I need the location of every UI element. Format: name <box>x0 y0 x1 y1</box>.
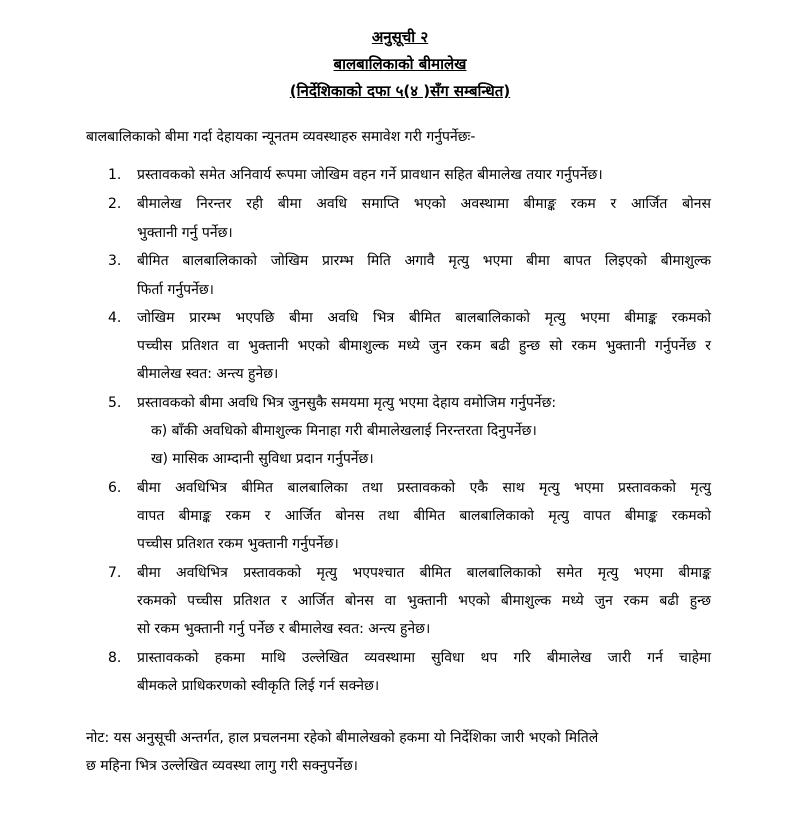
section-reference: (निर्देशिकाको दफा ५(४ )सँग सम्बन्धित) <box>289 82 511 100</box>
list-number: 4. <box>108 310 122 326</box>
list-item-text: पच्चीस प्रतिशत वा भुक्तानी भएको बीमाशुल्क मध्ये जुन रकम बढी हुन्छ सो रकम भुक्तानी गर्नुपर्नेछ र <box>137 338 711 354</box>
list-item-text: बीमित बालबालिकाको जोखिम प्रारम्भ मिति अगावै मृत्यु भएमा बीमा बापत लिइएको बीमाशुल्क <box>137 253 711 269</box>
list-item-text: बीमालेख स्वत: अन्त्य हुनेछ। <box>137 366 279 382</box>
list-item-text: बीमकले प्राधिकरणको स्वीकृति लिई गर्न सक्नेछ। <box>137 678 380 694</box>
sub-item: क) बाँकी अवधिको बीमाशुल्क मिनाहा गरी बीमालेखलाई निरन्तरता दिनुपर्नेछ। <box>151 423 537 439</box>
list-item-text: बीमा अवधिभित्र बीमित बालबालिका तथा प्रस्तावकको एकै साथ मृत्यु भएमा प्रस्तावकको मृत्यु <box>137 480 711 496</box>
list-item-text: प्रास्तावकको हकमा माथि उल्लेखित व्यवस्थामा सुविधा थप गरि बीमालेख जारी गर्न चाहेमा <box>137 650 711 666</box>
list-number: 1. <box>108 167 122 183</box>
list-number: 6. <box>108 480 122 496</box>
list-item-text: पच्चीस प्रतिशत रकम भुक्तानी गर्नुपर्नेछ। <box>137 536 339 552</box>
list-number: 8. <box>108 650 122 666</box>
sub-item: ख) मासिक आम्दानी सुविधा प्रदान गर्नुपर्नेछ। <box>151 451 374 467</box>
list-item-text: सो रकम भुक्तानी गर्नु पर्नेछ र बीमालेख स्वत: अन्त्य हुनेछ। <box>137 621 431 637</box>
list-item-text: बीमालेख निरन्तर रही बीमा अवधि समाप्ति भएको अवस्थामा बीमाङ्क रकम र आर्जित बोनस <box>137 196 711 212</box>
list-item-text: फिर्ता गर्नुपर्नेछ। <box>137 282 214 298</box>
list-item-text: बीमा अवधिभित्र प्रस्तावकको मृत्यु भएपश्चात बीमित बालबालिकाको समेत मृत्यु भएमा बीमाङ्क <box>137 565 711 581</box>
list-number: 7. <box>108 565 122 581</box>
policy-title: बालबालिकाको बीमालेख <box>333 55 467 73</box>
list-number: 3. <box>108 253 122 269</box>
list-item-text: रकमको पच्चीस प्रतिशत र आर्जित बोनस वा भुक्तानी भएको बीमाशुल्क मध्ये जुन रकम बढी हुन्छ <box>137 593 711 609</box>
intro-paragraph: बालबालिकाको बीमा गर्दा देहायका न्यूनतम व्यवस्थाहरु समावेश गरी गर्नुपर्नेछः- <box>86 129 476 145</box>
note-text: नोट: यस अनुसूची अन्तर्गत, हाल प्रचलनमा रहेको बीमालेखको हकमा यो निर्देशिका जारी भएको मितिले <box>86 730 599 746</box>
schedule-title: अनुसूची २ <box>371 28 429 46</box>
list-item-text: भुक्तानी गर्नु पर्नेछ। <box>137 225 233 241</box>
list-item-text: वापत बीमाङ्क रकम र आर्जित बोनस तथा बीमित बालबालिकाको मृत्यु वापत बीमाङ्क रकमको <box>137 508 711 524</box>
list-item-text: जोखिम प्रारम्भ भएपछि बीमा अवधि भित्र बीमित बालबालिकाको मृत्यु भएमा बीमाङ्क रकमको <box>137 310 711 326</box>
list-item-text: प्रस्तावकको बीमा अवधि भित्र जुनसुकै समयमा मृत्यु भएमा देहाय वमोजिम गर्नुपर्नेछ: <box>137 395 557 411</box>
list-number: 5. <box>108 395 122 411</box>
list-item-text: प्रस्तावकको समेत अनिवार्य रूपमा जोखिम वहन गर्ने प्रावधान सहित बीमालेख तयार गर्नुपर्नेछ। <box>137 167 603 183</box>
note-text: छ महिना भित्र उल्लेखित व्यवस्था लागु गरी सक्नुपर्नेछ। <box>86 758 358 774</box>
list-number: 2. <box>108 196 122 212</box>
